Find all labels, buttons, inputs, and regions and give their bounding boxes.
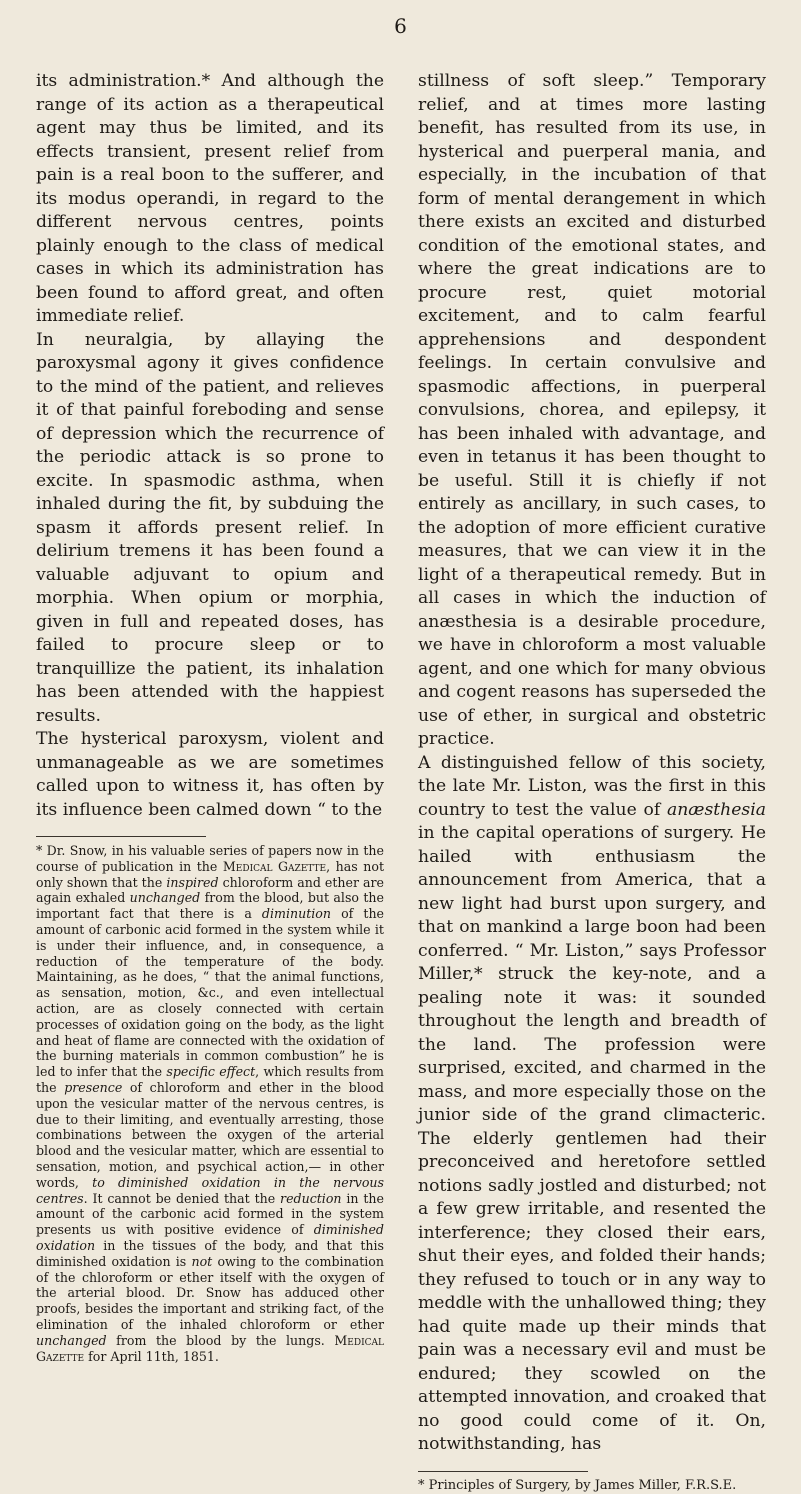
left-paragraph-2: In neuralgia, by allaying the paroxysmal agony it gives confidence to the mind of the patient, and relieves it of that painful foreboding and sense of depression which the recurrence of the periodic attack is so prone to excite. In spasmodic asthma, when inhaled during the fit, by subduing the spasm it affords present relief. In delirium tremens it has been found a valuable adjuvant to opium and morphia. When opium or morphia, given in full and repeated doses, has failed to procure sleep or to tranquillize the patient, its inhalation has been attended with the happiest results. bbox=[36, 329, 384, 726]
page-number: 6 bbox=[394, 14, 407, 38]
left-body bbox=[36, 70, 384, 822]
right-column bbox=[418, 70, 766, 1494]
right-paragraph-2: A distinguished fellow of this society, the late Mr. Liston, was the first in this country to test the value of anæsthesia in the capital operations of surgery. He hailed with enthusiasm the announcement from America, that a new light had burst upon surgery, and that on mankind a large boon had been conferred. “ Mr. Liston,” says Professor Miller,* struck the key-note, and a pealing note it was: it sounded throughout the length and breadth of the land. The profession were surprised, excited, and charmed in the mass, and more especially those on the junior side of the grand climacteric. The elderly gentlemen had their preconceived and heretofore settled notions sadly jostled and disturbed; not a few grew irritable, and resented the interference; they closed their ears, shut their eyes, and folded their hands; they refused to touch or in any way to meddle with the unhallowed thing; they had quite made up their minds that pain was a necessary evil and must be endured; they scowled on the attempted innovation, and croaked that no good could come of it. On, notwithstanding, has bbox=[418, 752, 766, 1454]
journal-name: Medical Gazette bbox=[222, 858, 327, 874]
right-paragraph-1: stillness of soft sleep.” Temporary relief, and at times more lasting benefit, has resulted from its use, in hysterical and puerperal mania, and especially, in the incubation of that form of mental derangement in which there exists an excited and disturbed condition of the emotional states, and where the great indications are to procure rest, quiet motorial excitement, and to calm fearful apprehensions and despondent feelings. In certain convulsive and spasmodic affections, in puerperal convulsions, chorea, and epilepsy, it has been inhaled with advantage, and even in tetanus it has been thought to be useful. Still it is chiefly if not entirely as ancillary, in such cases, to the adoption of more efficient curative measures, that we can view it in the light of a therapeutical remedy. But in all cases in which the induction of anæsthesia is a desirable procedure, we have in chloroform a most valuable agent, and one which for many obvious and cogent reasons has superseded the use of ether, in surgical and obstetric practice. bbox=[418, 71, 766, 749]
left-paragraph-1: its administration.* And although the range of its action as a therapeutical agent may thus be limited, and its effects transient, present relief from pain is a real boon to the sufferer, and its modus operandi, in regard to the different nervous centres, points plainly enough to the class of medical cases in which its administration has been found to afford great, and often immediate relief. bbox=[36, 71, 384, 326]
left-footnote: * Dr. Snow, in his valuable series of papers now in the course of publication in the Medical Gazette, has not only shown that the inspired chloroform and ether are again exhaled unchanged from the blood, but also the important fact that there is a diminution of the amount of carbonic acid formed in the system while it is under their influence, and, in consequence, a reduction of the temperature of the body. Maintaining, as he does, “ that the animal functions, as sensation, motion, &c., and even intellectual action, are as closely connected with certain processes of oxidation going on the body, as the light and heat of flame are connected with the oxidation of the burning materials in common combustion” he is led to infer that the specific effect, which results from the presence of chloroform and ether in the blood upon the vesicular matter of the nervous centres, is due to their limiting, and eventually arresting, those combinations between the oxygen of the arterial blood and the vesicular matter, which are essential to sensation, motion, and psychical action,— in other words, to diminished oxidation in the nervous centres. It cannot be denied that the reduction in the amount of the carbonic acid formed in the system presents us with positive evidence of diminished oxidation in the tissues of the body, and that this diminished oxidation is not owing to the combination of the chloroform or ether itself with the oxygen of the arterial blood. Dr. Snow has adduced other proofs, besides the important and striking fact, of the elimination of the inhaled chloroform or ether unchanged from the blood by the lungs. Medical Gazette for April 11th, 1851. bbox=[36, 843, 385, 1364]
footnote-divider bbox=[418, 1471, 588, 1472]
journal-name: Medical Gazette bbox=[36, 1332, 384, 1364]
left-column bbox=[36, 70, 384, 1364]
left-paragraph-3: The hysterical paroxysm, violent and unmanageable as we are sometimes called upon to witness it, has often by its influence been calmed down “ to the bbox=[36, 729, 384, 820]
footnote-divider bbox=[36, 836, 206, 837]
right-footnote: * Principles of Surgery, by James Miller, F.R.S.E. bbox=[418, 1477, 737, 1493]
right-body bbox=[418, 70, 766, 1457]
